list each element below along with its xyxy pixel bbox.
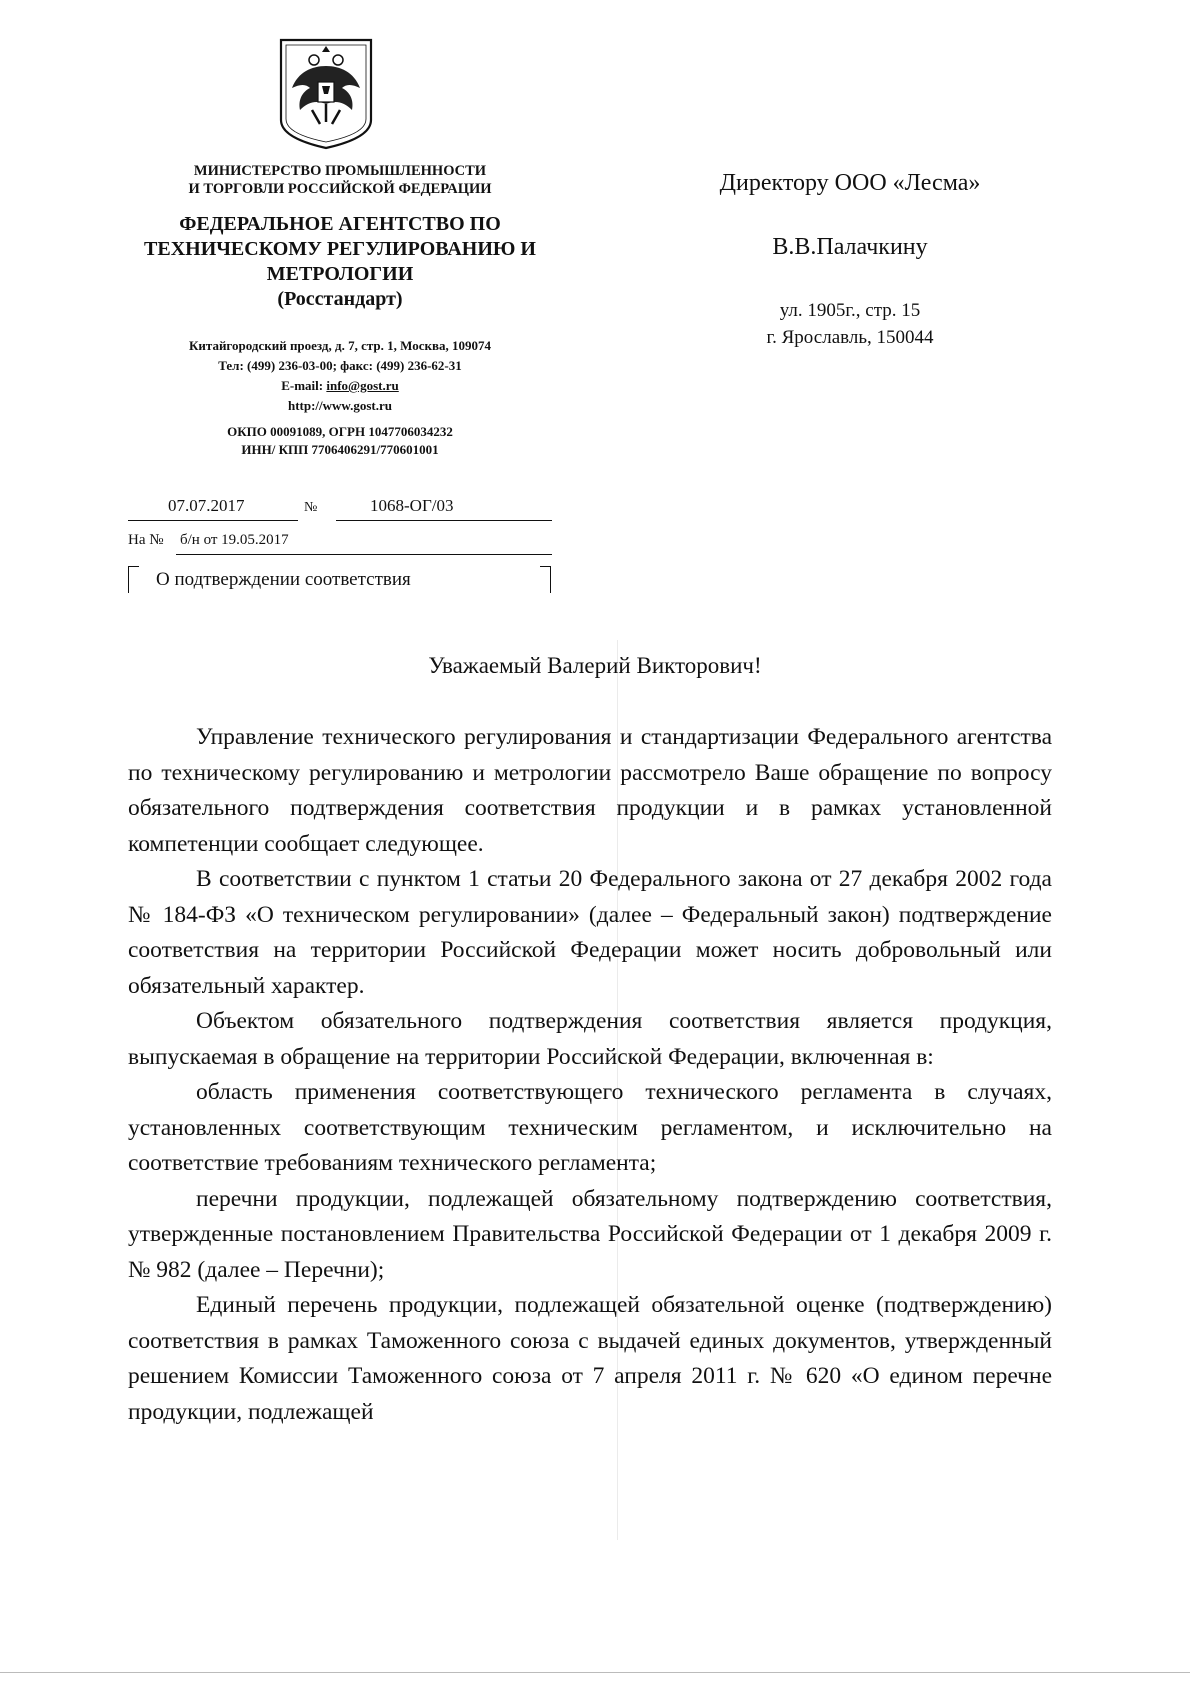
registration-date: 07.07.2017 — [168, 496, 245, 515]
in-reply-underline — [176, 554, 552, 555]
agency-address: Китайгородский проезд, д. 7, стр. 1, Москва, 109074 — [188, 338, 491, 353]
paragraph: В соответствии с пунктом 1 статьи 20 Федерального закона от 27 декабря 2002 года № 184-ФЗ «О техническом регулировании» (далее – Федеральный закон) подтверждение соответствия на территории Российской Федерации может носить добровольный или обязательный характер. — [128, 866, 1052, 999]
subject-bracket-left — [128, 566, 139, 593]
in-reply-value: б/н от 19.05.2017 — [180, 532, 289, 548]
email-label: E-mail: — [281, 378, 324, 393]
ministry-name — [118, 162, 562, 198]
date-underline — [128, 520, 298, 521]
email-link[interactable]: info@gost.ru — [326, 378, 399, 393]
registration-line — [128, 496, 552, 524]
agency-email-line — [118, 376, 562, 396]
ministry-line-1: МИНИСТЕРСТВО ПРОМЫШЛЕННОСТИ — [193, 163, 487, 179]
registration-number: 1068-ОГ/03 — [370, 496, 454, 515]
okpo-ogrn-codes: ОКПО 00091089, ОГРН 1047706034232 — [227, 424, 453, 439]
agency-registration-codes — [118, 423, 562, 459]
agency-short-name: (Росстандарт) — [277, 288, 403, 310]
recipient-street: ул. 1905г., стр. 15 — [779, 300, 921, 321]
agency-name — [118, 212, 562, 312]
agency-phone-fax: Тел: (499) 236-03-00; факс: (499) 236-62-31 — [218, 358, 462, 373]
letter-body — [128, 720, 1052, 1430]
agency-line-2: ТЕХНИЧЕСКОМУ РЕГУЛИРОВАНИЮ И — [144, 238, 536, 260]
paragraph: Единый перечень продукции, подлежащей обязательной оценке (подтверждению) соответствия в рамках Таможенного союза с выдачей единых документов, утвержденный решением Комиссии Таможенного союза от 7 апреля 2011 г. № 620 «О едином перечне продукции, подлежащей — [128, 1292, 1052, 1425]
subject-bracket-right — [540, 566, 551, 593]
agency-line-1: ФЕДЕРАЛЬНОЕ АГЕНТСТВО ПО — [179, 213, 501, 235]
paragraph: область применения соответствующего технического регламента в случаях, установленных соответствующим техническим регламентом, и исключительно на соответствие требованиям технического регламента; — [128, 1079, 1052, 1176]
agency-line-3: МЕТРОЛОГИИ — [266, 263, 414, 285]
page-bottom-edge — [0, 1672, 1190, 1673]
inn-kpp-codes: ИНН/ КПП 7706406291/770601001 — [241, 442, 439, 457]
in-reply-label: На № — [128, 532, 164, 548]
paragraph: Управление технического регулирования и стандартизации Федерального агентства по техническому регулированию и метрологии рассмотрело Ваше обращение по вопросу обязательного подтверждения соответствия продукции и в рамках установленной компетенции сообщает следующее. — [128, 724, 1052, 857]
salutation: Уважаемый Валерий Викторович! — [428, 653, 762, 678]
registration-number-label: № — [304, 500, 318, 515]
russian-coat-of-arms-icon — [278, 38, 374, 150]
paragraph: перечни продукции, подлежащей обязательному подтверждению соответствия, утвержденные постановлением Правительства Российской Федерации от 1 декабря 2009 г. № 982 (далее – Перечни); — [128, 1185, 1052, 1283]
ministry-line-2: И ТОРГОВЛИ РОССИЙСКОЙ ФЕДЕРАЦИИ — [188, 181, 492, 197]
recipient-address — [660, 297, 1040, 351]
in-reply-line — [128, 532, 552, 560]
recipient-city: г. Ярославль, 150044 — [766, 327, 934, 348]
agency-contacts — [118, 336, 562, 416]
letter-subject: О подтверждении соответствия — [156, 569, 411, 590]
website-link[interactable]: http://www.gost.ru — [287, 398, 392, 413]
paragraph: Объектом обязательного подтверждения соответствия является продукция, выпускаемая в обращение на территории Российской Федерации, включенная в: — [128, 1008, 1052, 1070]
recipient-name: В.В.Палачкину — [772, 234, 928, 260]
recipient-title: Директору ООО «Лесма» — [719, 170, 981, 196]
number-underline — [336, 520, 552, 521]
